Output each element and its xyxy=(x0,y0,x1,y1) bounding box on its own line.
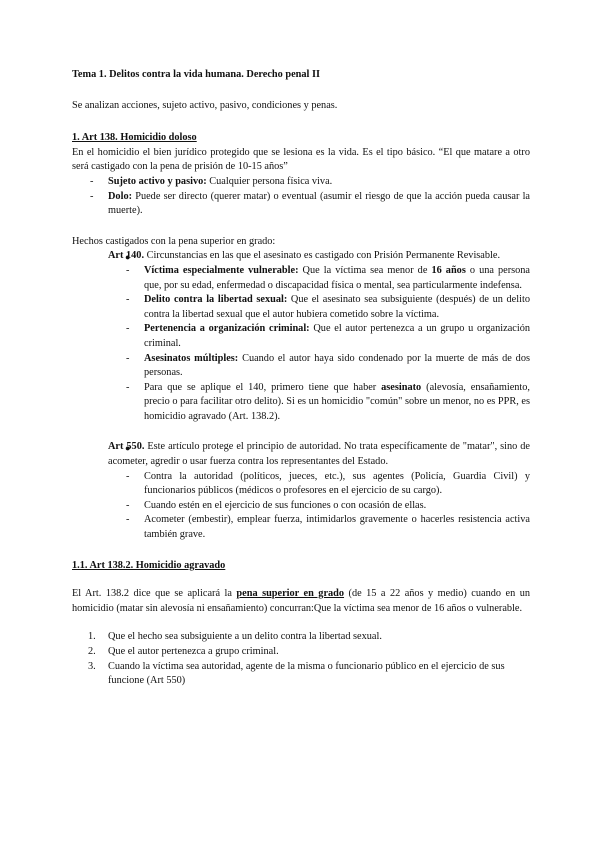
art140-label: Art 140. xyxy=(108,250,145,262)
item-text: o una persona que, por su edad, enfermedad o discapacidad física o mental, sea particularmente indefensa. xyxy=(144,264,530,291)
list-item xyxy=(72,645,530,660)
intro-text: Se analizan acciones, sujeto activo, pasivo, condiciones y penas. xyxy=(72,99,338,111)
item-label: Sujeto activo y pasivo: xyxy=(108,175,207,187)
item-text: Cualquier persona física viva. xyxy=(206,175,333,187)
art550-label: Art 550. xyxy=(108,441,145,453)
item-label: Víctima especialmente vulnerable: xyxy=(144,264,299,276)
item-label: Delito contra la libertad sexual: xyxy=(144,294,288,306)
section-1-1-list xyxy=(72,630,530,688)
item-number: 1. xyxy=(88,631,96,643)
item-text: Que el hecho sea subsiguiente a un delito contra la libertad sexual. xyxy=(108,631,382,643)
list-item xyxy=(72,381,530,425)
section-1-list xyxy=(72,175,530,219)
list-item xyxy=(72,630,530,645)
art550-list xyxy=(72,440,530,469)
text-bold: pena superior en grado xyxy=(236,588,345,600)
item-bold: 16 años xyxy=(431,264,466,276)
item-text: Para que se aplique el 140, primero tiene que haber xyxy=(144,381,382,393)
list-item xyxy=(72,322,530,351)
hechos-intro: Hechos castigados con la pena superior en grado: xyxy=(72,235,276,247)
art550-text: Este artículo protege el principio de autoridad. No trata específicamente de "matar", sino de acometer, agredir o usar fuerza contra los representantes del Estado. xyxy=(108,441,530,468)
document-page xyxy=(72,68,530,689)
item-text: Cuando el autor haya sido condenado por la muerte de más de dos personas. xyxy=(144,352,530,379)
item-text: Que el asesinato sea subsiguiente (después) de un delito contra la libertad sexual que el autor hubiera cometido sobre la víctima. xyxy=(144,294,530,320)
text-part: (de 15 a 22 años y medio) cuando en un homicidio (matar sin alevosía ni ensañamiento) concurran:Que la víctima sea menor de 16 años o vulnerable. xyxy=(72,588,530,614)
list-item xyxy=(72,352,530,381)
art550-sublist xyxy=(72,470,530,543)
list-item xyxy=(72,293,530,322)
list-item: - Contra la autoridad (políticos, jueces, etc.), sus agentes (Policía, Guardia Civil) y funcionarios públicos (médicos o profesores en el ejercicio de su cargo). xyxy=(72,470,530,499)
list-item xyxy=(72,264,530,293)
list-item-art550 xyxy=(72,440,530,469)
item-label: Dolo: xyxy=(108,190,133,202)
item-number: 3. xyxy=(88,660,96,672)
list-item xyxy=(72,660,530,689)
section-1-1-text xyxy=(72,587,530,616)
list-item: - Cuando estén en el ejercicio de sus funciones o con ocasión de ellas. xyxy=(72,499,530,514)
item-text: Puede ser directo (querer matar) o eventual (asumir el riesgo de que la acción pueda causar la muerte). xyxy=(108,190,530,217)
item-label: Asesinatos múltiples: xyxy=(144,352,239,364)
item-text: (alevosía, ensañamiento, precio o para facilitar otro delito). Si es un homicidio "común" sobre un menor, no es PPR, es homicidio agravado (Art. 138.2). xyxy=(144,381,530,422)
item-bold: asesinato xyxy=(381,381,422,393)
list-item xyxy=(72,175,530,190)
list-item-art140 xyxy=(72,249,530,264)
section-1-text: En el homicidio el bien jurídico protegido que se lesiona es la vida. Es el tipo básico. “El que matare a otro será castigado con la pena de prisión de 10-15 años” xyxy=(72,146,530,173)
section-1-heading: 1. Art 138. Homicidio doloso xyxy=(72,132,197,144)
text-part: El Art. 138.2 dice que se aplicará la xyxy=(72,588,237,600)
hechos-list xyxy=(72,249,530,264)
document-title: Tema 1. Delitos contra la vida humana. Derecho penal II xyxy=(72,69,320,80)
art140-sublist xyxy=(72,264,530,425)
list-item xyxy=(72,190,530,219)
item-text: Que la víctima sea menor de xyxy=(298,264,432,276)
section-1-1-heading: 1.1. Art 138.2. Homicidio agravado xyxy=(72,559,226,571)
item-text: Que el autor pertenezca a grupo criminal. xyxy=(108,646,279,657)
art140-text: Circunstancias en las que el asesinato es castigado con Prisión Permanente Revisable. xyxy=(144,250,501,262)
item-number: 2. xyxy=(88,646,96,657)
item-text: Cuando la víctima sea autoridad, agente de la misma o funcionario público en el ejercicio de sus funcione (Art 550) xyxy=(108,660,505,687)
list-item: - Acometer (embestir), emplear fuerza, intimidarlos gravemente o hacerles resistencia activa también grave. xyxy=(72,513,530,542)
item-label: Pertenencia a organización criminal: xyxy=(144,323,310,335)
item-text: Que el autor pertenezca a un grupo u organización criminal. xyxy=(144,323,530,349)
